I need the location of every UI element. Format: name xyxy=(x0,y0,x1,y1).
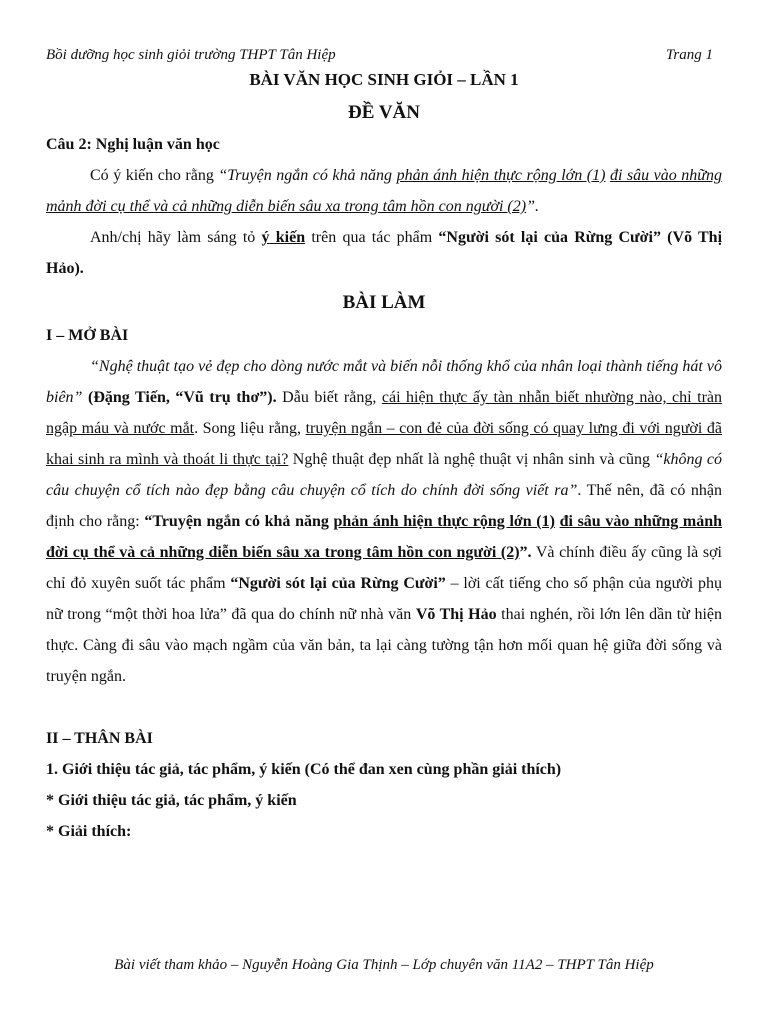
text-run: ”. xyxy=(519,544,532,561)
text-run: “không có câu chuyện cổ tích nào đẹp bằng câu chuyện cổ tích do chính đời sống viết ra” xyxy=(46,451,722,499)
text-run: ý kiến xyxy=(261,229,306,246)
text-run: Anh/chị hãy làm sáng tỏ xyxy=(90,229,262,246)
text-run: “Truyện ngắn có khả năng xyxy=(218,167,397,184)
text-run: “Người sót lại của Rừng Cười” (Võ Thị Hảo). xyxy=(46,229,723,277)
document-subtitle: ĐỀ VĂN xyxy=(348,102,420,123)
text-run: đi sâu vào những mảnh đời cụ thể và cả những diễn biến sâu xa trong tâm hồn con người (2) xyxy=(46,167,723,215)
page-footer: Bài viết tham khảo – Nguyễn Hoàng Gia Thịnh – Lớp chuyên văn 11A2 – THPT Tân Hiệp xyxy=(114,957,654,973)
text-run: phản ánh hiện thực rộng lớn (1) xyxy=(396,167,606,184)
text-run: Dẫu biết rằng, xyxy=(276,389,382,406)
thanbai-item-1: 1. Giới thiệu tác giả, tác phẩm, ý kiến (Có thể đan xen cùng phần giải thích) xyxy=(46,761,562,778)
header-left: Bồi dưỡng học sinh giỏi trường THPT Tân Hiệp xyxy=(46,47,336,63)
thanbai-item-3: * Giải thích: xyxy=(46,823,132,840)
text-run: Có ý kiến cho rằng xyxy=(90,167,219,184)
text-run: thai nghén, rồi lớn lên dần từ hiện thực. Càng đi sâu vào mạch ngầm của văn bản, ta lại càng tường tận hơn mối quan hệ giữa đời sống và truyện ngắn. xyxy=(46,606,722,685)
heading-thanbai: II – THÂN BÀI xyxy=(46,730,153,747)
question-paragraph-1 xyxy=(46,160,722,222)
text-run: Nghệ thuật đẹp nhất là nghệ thuật vị nhân sinh và cũng xyxy=(288,451,655,468)
text-run: – lời cất tiếng cho số phận của người phụ nữ trong “một thời hoa lửa” đã qua do chính nữ nhà văn xyxy=(46,575,723,623)
text-run: “Truyện ngắn có khả năng xyxy=(144,513,334,530)
page-header xyxy=(46,47,713,64)
text-run: Và chính điều ấy cũng là sợi chỉ đỏ xuyên suốt tác phẩm xyxy=(46,544,722,592)
page-number: Trang 1 xyxy=(665,47,713,63)
document-title: BÀI VĂN HỌC SINH GIỎI – LẦN 1 xyxy=(249,70,519,89)
text-run: trên qua tác phẩm xyxy=(305,229,439,246)
text-run: cái hiện thực ấy tàn nhẫn biết nhường nào, chỉ tràn ngập máu và nước mắt xyxy=(46,389,723,437)
document-body xyxy=(46,69,722,847)
heading-mobai: I – MỞ BÀI xyxy=(46,327,129,344)
question-label: Câu 2: Nghị luận văn học xyxy=(46,136,220,153)
text-run: “Nghệ thuật tạo vẻ đẹp cho dòng nước mắt và biến nỗi thống khổ của nhân loại thành tiếng hát vô biên” xyxy=(46,358,722,406)
text-run: ”. xyxy=(526,198,539,215)
text-run: đi sâu vào những mảnh đời cụ thể và cả những diễn biến sâu xa trong tâm hồn con người (2) xyxy=(46,513,723,561)
mobai-paragraph xyxy=(46,351,722,692)
text-run: “Người sót lại của Rừng Cười” xyxy=(230,575,446,592)
section-bailam: BÀI LÀM xyxy=(342,292,426,313)
text-run: . Thế nên, đã có nhận định cho rằng: xyxy=(46,482,722,530)
question-paragraph-2 xyxy=(46,222,722,284)
text-run: Võ Thị Hảo xyxy=(415,606,497,623)
text-run: truyện ngắn – con đẻ của đời sống có quay lưng đi với người đã khai sinh ra mình và thoát li thực tại? xyxy=(46,420,722,468)
text-run: (Đặng Tiến, “Vũ trụ thơ”). xyxy=(82,389,277,406)
text-run: . Song liệu rằng, xyxy=(194,420,306,437)
thanbai-item-2: * Giới thiệu tác giả, tác phẩm, ý kiến xyxy=(46,792,297,809)
text-run: phản ánh hiện thực rộng lớn (1) xyxy=(333,513,555,530)
